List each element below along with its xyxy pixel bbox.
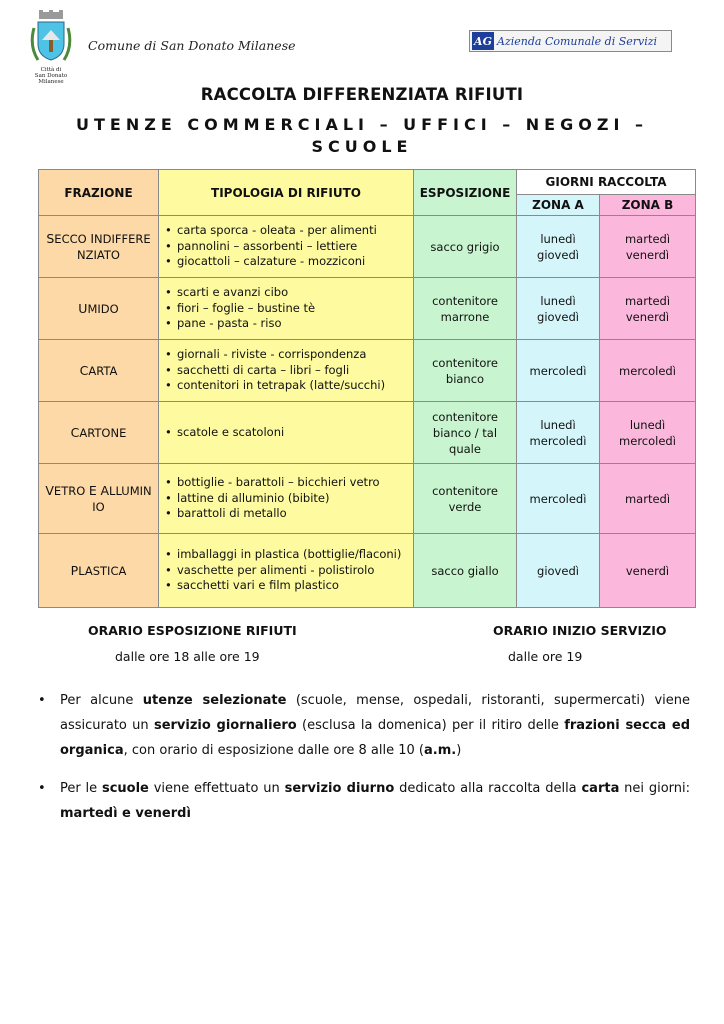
zona-a-value: lunedì giovedì [537, 231, 579, 262]
zona-b-value: mercoledì [619, 363, 676, 378]
esposizione-value: contenitore marrone [432, 293, 498, 324]
frazione-cell [39, 534, 159, 608]
orario-esposizione-label: ORARIO ESPOSIZIONE RIFIUTI [88, 623, 297, 638]
header-esposizione: ESPOSIZIONE [414, 170, 517, 216]
esposizione-value: contenitore bianco / tal quale [432, 409, 498, 456]
esposizione-cell [414, 216, 517, 278]
azienda-logo [469, 30, 672, 52]
note-bold-text: utenze selezionate [142, 693, 287, 708]
note-item: • Per alcune utenze selezionate (scuole, mense, ospedali, ristoranti, supermercati) viene assicurato un servizio giornaliero (esclusa la domenica) per il ritiro delle frazioni secca ed organica, con orario di esposizione dalle ore 8 alle 10 (a.m.) [38, 688, 690, 763]
frazione-cell [39, 216, 159, 278]
tipologia-list [159, 347, 413, 394]
zona-b-value: martedì venerdì [624, 231, 671, 262]
zona-a-cell [517, 216, 600, 278]
page-header [0, 0, 724, 85]
tipologia-item: • pannolini – assorbenti – lettiere [177, 239, 413, 255]
zona-b-value: martedì [624, 491, 671, 506]
svg-text:San Donato: San Donato [34, 73, 68, 79]
zona-b-value: venerdì [625, 563, 670, 578]
header-giorni-raccolta: GIORNI RACCOLTA [517, 170, 696, 195]
zona-a-cell [517, 464, 600, 534]
tipologia-item: • giocattoli – calzature - mozziconi [177, 254, 413, 270]
header-zona-a: ZONA A [517, 195, 600, 216]
page-subtitle: UTENZE COMMERCIALI – UFFICI – NEGOZI – SCUOLE [76, 115, 648, 156]
tipologia-item: • barattoli di metallo [177, 506, 413, 522]
esposizione-cell [414, 278, 517, 340]
tipologia-item: • fiori – foglie – bustine tè [177, 301, 413, 317]
azienda-logo-mark: AG [472, 32, 494, 50]
tipologia-item: • vaschette per alimenti - polistirolo [177, 563, 413, 579]
table-row [39, 340, 696, 402]
table-row [39, 278, 696, 340]
tipologia-cell [159, 464, 414, 534]
note-bold-text: martedì e venerdì [60, 806, 191, 821]
bullet-icon: • [38, 693, 46, 708]
tipologia-item: • carta sporca - oleata - per alimenti [177, 223, 413, 239]
zona-a-value: lunedì giovedì [537, 293, 579, 324]
table-header-row [39, 170, 696, 195]
tipologia-item: • scatole e scatoloni [177, 425, 413, 441]
esposizione-value: contenitore verde [432, 483, 498, 514]
table-row [39, 216, 696, 278]
zona-b-value: lunedì mercoledì [619, 417, 676, 448]
header-zona-b: ZONA B [600, 195, 696, 216]
table-row [39, 402, 696, 464]
zona-a-value: mercoledì [529, 491, 587, 506]
azienda-name: Azienda Comunale di Servizi [497, 34, 658, 48]
zona-a-cell [517, 534, 600, 608]
esposizione-cell [414, 402, 517, 464]
zona-a-value: lunedì mercoledì [529, 417, 587, 448]
orario-servizio-label: ORARIO INIZIO SERVIZIO [493, 623, 667, 638]
notes-list [38, 688, 690, 839]
note-item: • Per le scuole viene effettuato un servizio diurno dedicato alla raccolta della carta nei giorni: martedì e venerdì [38, 776, 690, 826]
tipologia-item: • contenitori in tetrapak (latte/succhi) [177, 378, 413, 394]
city-crest-logo [28, 10, 74, 88]
bullet-icon: • [38, 781, 46, 796]
tipologia-item: • scarti e avanzi cibo [177, 285, 413, 301]
zona-b-cell [600, 278, 696, 340]
frazione-label: PLASTICA [70, 562, 127, 578]
orario-esposizione-value: dalle ore 18 alle ore 19 [115, 649, 260, 664]
esposizione-value: sacco grigio [430, 239, 500, 254]
collection-table [38, 169, 696, 608]
tipologia-list [159, 285, 413, 332]
page-title: RACCOLTA DIFFERENZIATA RIFIUTI [200, 85, 524, 104]
frazione-cell [39, 278, 159, 340]
frazione-cell [39, 402, 159, 464]
header-frazione: FRAZIONE [39, 170, 159, 216]
header-tipologia: TIPOLOGIA DI RIFIUTO [159, 170, 414, 216]
tipologia-item: • sacchetti vari e film plastico [177, 578, 413, 594]
frazione-label: CARTA [79, 362, 118, 378]
tipologia-list [159, 547, 413, 594]
frazione-cell [39, 464, 159, 534]
frazione-cell [39, 340, 159, 402]
esposizione-value: sacco giallo [431, 563, 499, 578]
zona-a-value: mercoledì [529, 363, 587, 378]
zona-b-cell [600, 402, 696, 464]
zona-b-cell [600, 464, 696, 534]
comune-name: Comune di San Donato Milanese [88, 38, 296, 53]
note-bold-text: servizio diurno [284, 781, 395, 796]
frazione-label: UMIDO [78, 300, 119, 316]
tipologia-item: • giornali - riviste - corrispondenza [177, 347, 413, 363]
tipologia-cell [159, 534, 414, 608]
tipologia-cell [159, 402, 414, 464]
tipologia-cell [159, 340, 414, 402]
frazione-label: CARTONE [70, 424, 127, 440]
table-row [39, 534, 696, 608]
svg-text:Milanese: Milanese [38, 79, 64, 85]
zona-a-cell [517, 278, 600, 340]
tipologia-item: • sacchetti di carta – libri – fogli [177, 363, 413, 379]
svg-text:Città di: Città di [40, 67, 62, 73]
zona-a-value: giovedì [537, 563, 579, 578]
esposizione-cell [414, 534, 517, 608]
esposizione-cell [414, 340, 517, 402]
note-bold-text: carta [581, 781, 620, 796]
zona-a-cell [517, 340, 600, 402]
frazione-label: SECCO INDIFFERENZIATO [46, 230, 151, 262]
note-bold-text: scuole [101, 781, 149, 796]
tipologia-cell [159, 278, 414, 340]
zona-b-cell [600, 340, 696, 402]
tipologia-list [159, 223, 413, 270]
tipologia-item: • lattine di alluminio (bibite) [177, 491, 413, 507]
orario-servizio-value: dalle ore 19 [508, 649, 583, 664]
tipologia-list [159, 475, 413, 522]
zona-b-cell [600, 534, 696, 608]
note-bold-text: servizio giornaliero [153, 718, 297, 733]
note-bold-text: a.m. [423, 743, 457, 758]
note-bold-text: frazioni secca ed organica [60, 718, 691, 758]
table-row [39, 464, 696, 534]
esposizione-value: contenitore bianco [432, 355, 498, 386]
tipologia-item: • bottiglie - barattoli – bicchieri vetro [177, 475, 413, 491]
tipologia-cell [159, 216, 414, 278]
tipologia-item: • pane - pasta - riso [177, 316, 413, 332]
tipologia-item: • imballaggi in plastica (bottiglie/flaconi) [177, 547, 413, 563]
zona-b-value: martedì venerdì [624, 293, 671, 324]
tipologia-list [159, 425, 413, 441]
zona-a-cell [517, 402, 600, 464]
zona-b-cell [600, 216, 696, 278]
frazione-label: VETRO E ALLUMINIO [45, 482, 152, 514]
esposizione-cell [414, 464, 517, 534]
